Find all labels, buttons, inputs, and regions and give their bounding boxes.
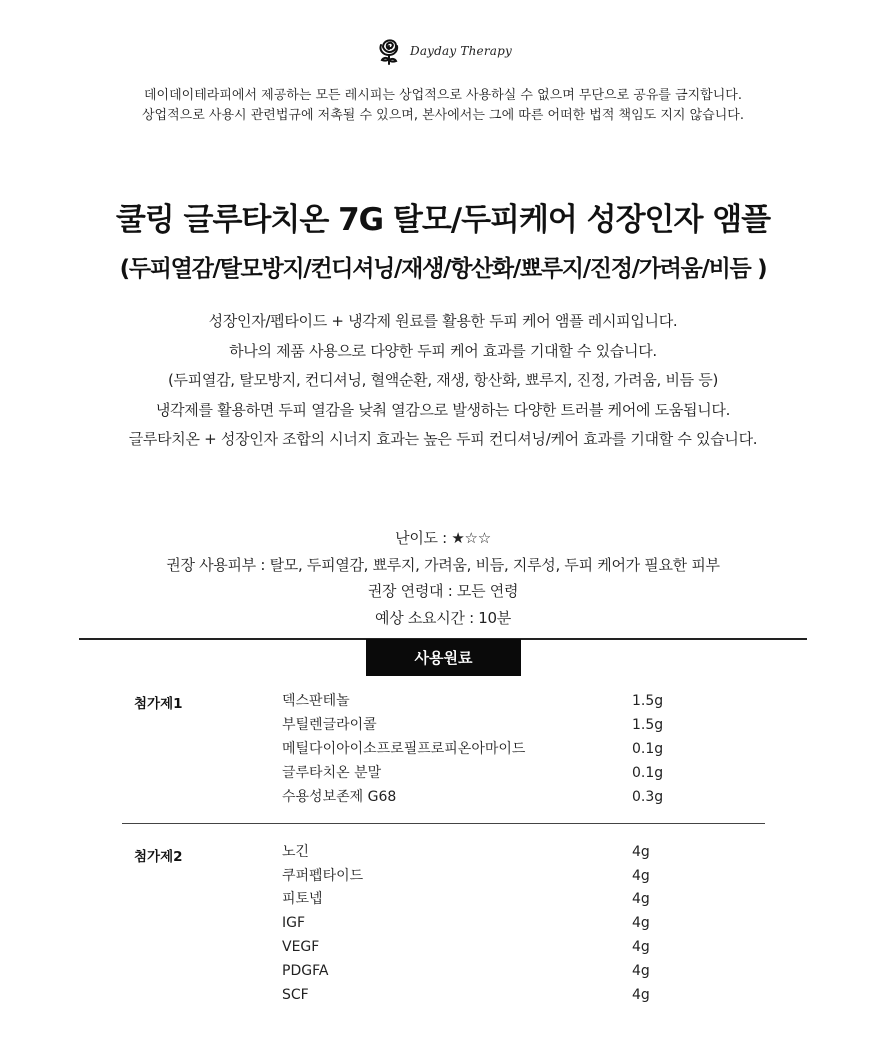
recommended-skin: 권장 사용피부 : 탈모, 두피열감, 뾰루지, 가려움, 비듬, 지루성, 두피 케어가 필요한 피부 <box>166 555 720 574</box>
ingredient-amount: 0.1g <box>632 765 664 781</box>
description-line: 냉각제를 활용하면 두피 열감을 낮춰 열감으로 발생하는 다양한 트러블 케어에 도움됩니다. <box>155 400 731 419</box>
copyright-notice <box>0 86 886 126</box>
ingredient-name: 메틸다이아이소프로필프로피온아마이드 <box>282 741 526 757</box>
ingredient-name: 덱스판테놀 <box>282 693 350 709</box>
ingredient-name: 부틸렌글라이콜 <box>282 717 377 733</box>
description-line: 글루타치온 + 성장인자 조합의 시너지 효과는 높은 두피 컨디셔닝/케어 효과를 기대할 수 있습니다. <box>128 430 758 449</box>
description-line: (두피열감, 탈모방지, 컨디셔닝, 혈액순환, 재생, 항산화, 뾰루지, 진정, 가려움, 비듬 등) <box>167 371 719 390</box>
recipe-description <box>0 307 886 455</box>
ingredient-amount: 1.5g <box>632 693 664 709</box>
estimated-time: 예상 소요시간 : 10분 <box>375 608 511 627</box>
ingredient-name: 쿠퍼펩타이드 <box>282 868 364 884</box>
description-line: 성장인자/펩타이드 + 냉각제 원료를 활용한 두피 케어 앰플 레시피입니다. <box>208 312 678 330</box>
ingredient-amount: 4g <box>632 939 650 955</box>
section-label: 첨가제1 <box>134 696 183 712</box>
section-divider <box>122 823 765 824</box>
ingredient-amount: 4g <box>632 891 650 907</box>
recipe-meta <box>0 525 886 631</box>
ingredient-name: SCF <box>282 987 309 1003</box>
recommended-age: 권장 연령대 : 모든 연령 <box>367 582 519 600</box>
notice-line: 상업적으로 사용시 관련법규에 저촉될 수 있으며, 본사에서는 그에 따른 어떠한 법적 책임도 지지 않습니다. <box>142 108 744 123</box>
ingredient-amount: 4g <box>632 987 650 1003</box>
ingredient-name: PDGFA <box>282 963 329 979</box>
ingredient-amount: 4g <box>632 915 650 931</box>
ingredient-amount: 0.1g <box>632 741 664 757</box>
ingredient-amount: 1.5g <box>632 717 664 733</box>
brand-name: Dayday Therapy <box>410 44 512 58</box>
difficulty: 난이도 : ★☆☆ <box>395 529 491 547</box>
section-label: 첨가제2 <box>134 849 183 865</box>
ingredient-name: 피토넵 <box>282 891 323 907</box>
ingredient-name: VEGF <box>282 939 320 955</box>
ingredient-amount: 4g <box>632 963 650 979</box>
notice-line: 데이데이테라피에서 제공하는 모든 레시피는 상업적으로 사용하실 수 없으며 무단으로 공유를 금지합니다. <box>143 88 742 103</box>
description-line: 하나의 제품 사용으로 다양한 두피 케어 효과를 기대할 수 있습니다. <box>229 341 657 360</box>
ingredient-name: 노긴 <box>282 844 310 860</box>
ingredient-name: 글루타치온 분말 <box>282 765 382 781</box>
ingredient-name: 수용성보존제 G68 <box>282 789 397 805</box>
ingredient-amount: 4g <box>632 844 650 860</box>
ingredient-amount: 4g <box>632 868 650 884</box>
brand-logo <box>0 36 886 66</box>
ingredient-name: IGF <box>282 915 306 931</box>
ingredient-amount: 0.3g <box>632 789 664 805</box>
ingredients-tag: 사용원료 <box>366 639 521 676</box>
recipe-title: 쿨링 글루타치온 7G 탈모/두피케어 성장인자 앰플 <box>115 202 771 238</box>
rose-icon <box>374 36 404 66</box>
recipe-subtitle: (두피열감/탈모방지/컨디셔닝/재생/항산화/뾰루지/진정/가려움/비듬 ) <box>119 256 767 282</box>
